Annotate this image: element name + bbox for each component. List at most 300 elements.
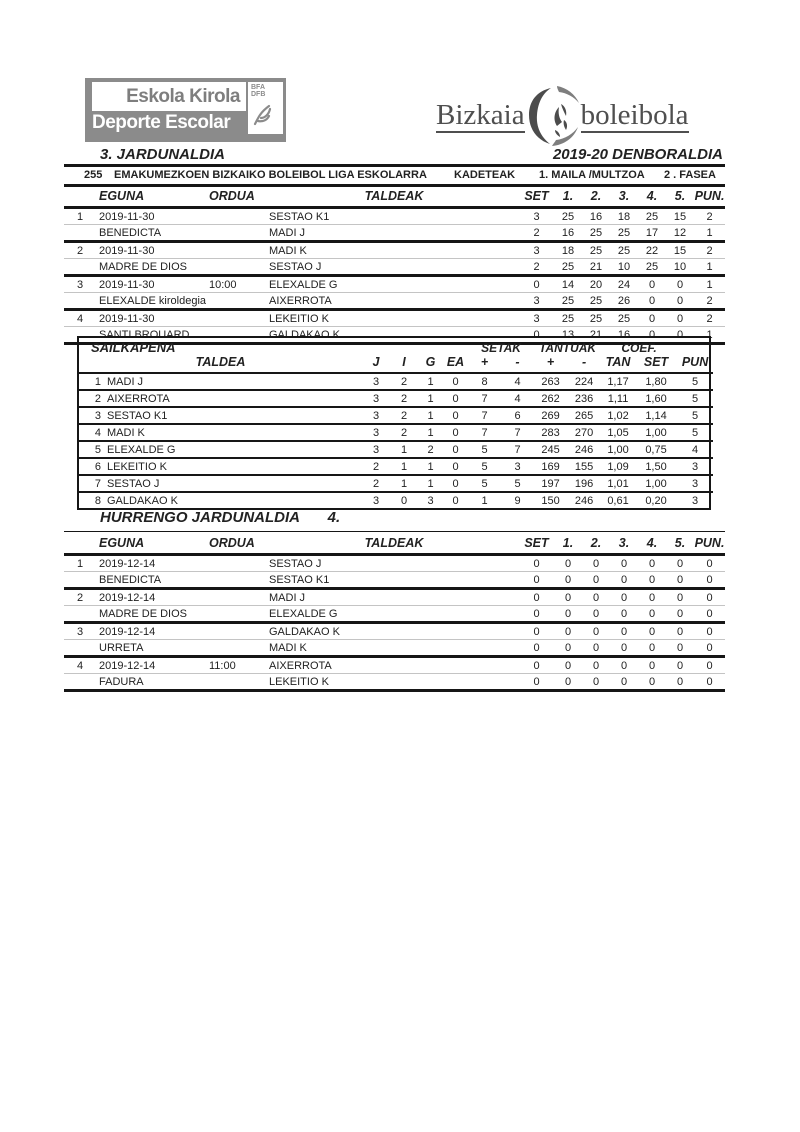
col-set2: 2. bbox=[582, 187, 610, 208]
cell-set4: 0 bbox=[638, 640, 666, 657]
cell-set2: 0 bbox=[582, 623, 610, 640]
cell-coef-tan: 1,00 bbox=[601, 441, 635, 458]
cell-set1: 16 bbox=[554, 225, 582, 242]
cell-set5: 0 bbox=[666, 572, 694, 589]
cell-set3: 0 bbox=[610, 657, 638, 674]
cell-coef-tan: 1,02 bbox=[601, 407, 635, 424]
cell-ordua bbox=[209, 589, 269, 606]
cell-points: 0 bbox=[694, 606, 725, 623]
cell-set3: 0 bbox=[610, 623, 638, 640]
fixture-row bbox=[64, 572, 725, 589]
cell-match-number bbox=[64, 606, 99, 623]
cell-team: ELEXALDE G bbox=[269, 276, 519, 293]
cell-points: 0 bbox=[694, 555, 725, 572]
cell-tantu-minus: 270 bbox=[567, 424, 601, 441]
cell-set1: 0 bbox=[554, 657, 582, 674]
cell-set2: 0 bbox=[582, 640, 610, 657]
cell-team: AIXERROTA bbox=[269, 293, 519, 310]
cell-set5: 0 bbox=[666, 606, 694, 623]
cell-team: AIXERROTA bbox=[269, 657, 519, 674]
cell-i: 1 bbox=[390, 475, 418, 492]
cell-set4: 25 bbox=[638, 208, 666, 225]
cell-set2: 21 bbox=[582, 327, 610, 344]
cell-eguna: 2019-11-30 bbox=[99, 242, 209, 259]
cell-set5: 0 bbox=[666, 623, 694, 640]
cell-set4: 0 bbox=[638, 623, 666, 640]
cell-rank: 7 bbox=[79, 475, 101, 492]
cell-eguna: ELEXALDE kiroldegia bbox=[99, 293, 209, 310]
cell-set2: 16 bbox=[582, 208, 610, 225]
group-coef: COEF. bbox=[621, 340, 657, 355]
cell-set5: 0 bbox=[666, 276, 694, 293]
cell-sets-won: 0 bbox=[519, 623, 554, 640]
cell-team: LEKEITIO K bbox=[101, 458, 362, 475]
cell-set5: 0 bbox=[666, 555, 694, 572]
eskola-kirola-label: Eskola Kirola bbox=[92, 82, 246, 111]
cell-j: 3 bbox=[372, 495, 380, 507]
col-j: J bbox=[362, 355, 390, 373]
cell-g: 1 bbox=[418, 390, 443, 407]
match-row bbox=[64, 276, 725, 293]
cell-sets-minus: 3 bbox=[501, 458, 534, 475]
cell-ea: 0 bbox=[443, 390, 468, 407]
cell-sets-won: 0 bbox=[519, 589, 554, 606]
cell-team: MADI K bbox=[269, 640, 519, 657]
cell-eguna: URRETA bbox=[99, 640, 209, 657]
cell-eguna: BENEDICTA bbox=[99, 225, 209, 242]
fixture-row bbox=[64, 623, 725, 640]
cell-tantu-plus: 197 bbox=[534, 475, 567, 492]
cell-sets-won: 0 bbox=[519, 657, 554, 674]
cell-rank: 5 bbox=[79, 441, 101, 458]
cell-tantu-plus: 263 bbox=[534, 373, 567, 390]
cell-ordua bbox=[209, 640, 269, 657]
results-header-row bbox=[64, 534, 725, 555]
cell-sets-won: 2 bbox=[519, 259, 554, 276]
col-tantu-plus: + bbox=[534, 355, 567, 373]
cell-sets-won: 3 bbox=[519, 242, 554, 259]
match-row bbox=[64, 293, 725, 310]
cell-coef-set: 1,80 bbox=[635, 373, 677, 390]
cell-points: 1 bbox=[694, 259, 725, 276]
cell-match-number: 3 bbox=[64, 276, 99, 293]
cell-points: 2 bbox=[694, 293, 725, 310]
cell-coef-set: 1,14 bbox=[635, 407, 677, 424]
cell-set4: 0 bbox=[638, 310, 666, 327]
cell-tantu-minus: 155 bbox=[567, 458, 601, 475]
cell-set1: 0 bbox=[554, 555, 582, 572]
cell-pun: 4 bbox=[677, 441, 713, 458]
cell-sets-minus: 5 bbox=[501, 475, 534, 492]
cell-sets-plus: 8 bbox=[468, 373, 501, 390]
cell-pun: 3 bbox=[691, 495, 699, 507]
cell-set3: 26 bbox=[610, 293, 638, 310]
cell-team: LEKEITIO K bbox=[269, 310, 519, 327]
cell-set4: 0 bbox=[638, 657, 666, 674]
cell-points: 0 bbox=[694, 589, 725, 606]
cell-coef-set: 1,00 bbox=[635, 475, 677, 492]
cell-set1: 0 bbox=[554, 623, 582, 640]
cell-ordua bbox=[209, 555, 269, 572]
cell-set1: 0 bbox=[554, 572, 582, 589]
cell-sets-won: 0 bbox=[519, 572, 554, 589]
col-eguna: EGUNA bbox=[99, 534, 209, 555]
match-row bbox=[64, 259, 725, 276]
cell-set2: 0 bbox=[582, 674, 610, 691]
cell-match-number bbox=[64, 640, 99, 657]
col-tantu-minus: - bbox=[567, 355, 601, 373]
cell-team: GALDAKAO K bbox=[107, 495, 178, 507]
col-sets-plus: + bbox=[468, 355, 501, 373]
cell-match-number: 3 bbox=[64, 623, 99, 640]
cell-set1: 14 bbox=[554, 276, 582, 293]
cell-set5: 0 bbox=[666, 589, 694, 606]
boleibola-wordmark: boleibola bbox=[580, 99, 689, 131]
match-row bbox=[64, 310, 725, 327]
cell-g: 1 bbox=[418, 475, 443, 492]
cell-set3: 10 bbox=[610, 259, 638, 276]
cell-set2: 21 bbox=[582, 259, 610, 276]
cell-ea: 0 bbox=[443, 441, 468, 458]
sailkapena-title: SAILKAPENA bbox=[91, 340, 176, 355]
cell-sets-won: 0 bbox=[519, 606, 554, 623]
cell-team: SESTAO K1 bbox=[269, 208, 519, 225]
cell-sets-plus: 5 bbox=[468, 458, 501, 475]
cell-i: 2 bbox=[390, 407, 418, 424]
cell-sets-won: 3 bbox=[519, 310, 554, 327]
cell-coef-tan: 1,05 bbox=[601, 424, 635, 441]
cell-ordua bbox=[209, 310, 269, 327]
cell-set1: 0 bbox=[554, 606, 582, 623]
cell-tantu-plus: 150 bbox=[541, 495, 560, 507]
cell-set2: 25 bbox=[582, 242, 610, 259]
cell-set3: 0 bbox=[610, 640, 638, 657]
cell-sets-won: 0 bbox=[519, 555, 554, 572]
cell-set1: 13 bbox=[554, 327, 582, 344]
volleyball-swirl-icon bbox=[521, 82, 587, 152]
col-set2: 2. bbox=[582, 534, 610, 555]
cell-sets-won: 3 bbox=[519, 293, 554, 310]
cell-g: 1 bbox=[418, 424, 443, 441]
cell-set3: 0 bbox=[610, 555, 638, 572]
cell-match-number: 1 bbox=[64, 208, 99, 225]
bfa-dfb-badge bbox=[248, 82, 283, 134]
cell-pun: 3 bbox=[677, 458, 713, 475]
cell-sets-plus: 5 bbox=[468, 441, 501, 458]
col-taldea: TALDEA bbox=[79, 355, 362, 373]
cell-set4: 0 bbox=[638, 327, 666, 344]
cell-i: 2 bbox=[390, 390, 418, 407]
cell-g: 3 bbox=[427, 495, 434, 507]
cell-sets-won: 0 bbox=[519, 327, 554, 344]
cell-rank: 3 bbox=[79, 407, 101, 424]
cell-eguna: MADRE DE DIOS bbox=[99, 259, 209, 276]
cell-set1: 0 bbox=[554, 589, 582, 606]
denboraldia-title: 2019-20 DENBORALDIA bbox=[552, 146, 723, 163]
league-level: 1. MAILA /MULTZOA bbox=[539, 169, 645, 181]
match-row bbox=[64, 225, 725, 242]
cell-set4: 0 bbox=[638, 674, 666, 691]
cell-match-number: 2 bbox=[64, 242, 99, 259]
cell-set2: 20 bbox=[582, 276, 610, 293]
league-name: EMAKUMEZKOEN BIZKAIKO BOLEIBOL LIGA ESKOLARRA bbox=[114, 169, 427, 181]
cell-tantu-plus: 283 bbox=[534, 424, 567, 441]
cell-ordua bbox=[209, 674, 269, 691]
cell-j: 2 bbox=[362, 475, 390, 492]
match-row bbox=[64, 208, 725, 225]
standings-row bbox=[79, 458, 713, 475]
cell-g: 1 bbox=[418, 407, 443, 424]
page-content bbox=[64, 76, 725, 1116]
cell-tantu-plus: 169 bbox=[534, 458, 567, 475]
col-i: I bbox=[390, 355, 418, 373]
cell-match-number bbox=[64, 293, 99, 310]
cell-set5: 0 bbox=[666, 327, 694, 344]
cell-team: SESTAO J bbox=[101, 475, 362, 492]
cell-i: 1 bbox=[390, 458, 418, 475]
cell-sets-won: 0 bbox=[519, 276, 554, 293]
next-round-number: 4. bbox=[327, 509, 341, 526]
standings-row bbox=[79, 424, 713, 441]
cell-set4: 25 bbox=[638, 259, 666, 276]
cell-pun: 5 bbox=[677, 390, 713, 407]
cell-coef-tan: 1,09 bbox=[601, 458, 635, 475]
cell-set4: 0 bbox=[638, 572, 666, 589]
cell-eguna: BENEDICTA bbox=[99, 572, 209, 589]
standings-row bbox=[79, 475, 713, 492]
cell-points: 1 bbox=[694, 327, 725, 344]
cell-team: MADI J bbox=[269, 589, 519, 606]
col-pun: PUN bbox=[677, 355, 713, 373]
col-set4: 4. bbox=[638, 534, 666, 555]
cell-team: LEKEITIO K bbox=[269, 674, 519, 691]
cell-ea: 0 bbox=[443, 407, 468, 424]
col-pun: PUN. bbox=[694, 187, 725, 208]
cell-set5: 0 bbox=[666, 657, 694, 674]
cell-set3: 18 bbox=[610, 208, 638, 225]
cell-set2: 0 bbox=[582, 555, 610, 572]
cell-pun: 5 bbox=[677, 373, 713, 390]
cell-sets-minus: 7 bbox=[501, 424, 534, 441]
standings-row bbox=[79, 492, 713, 508]
cell-i: 1 bbox=[390, 441, 418, 458]
cell-sets-minus: 4 bbox=[501, 390, 534, 407]
cell-j: 3 bbox=[362, 373, 390, 390]
cell-set3: 25 bbox=[610, 225, 638, 242]
cell-coef-tan: 1,01 bbox=[601, 475, 635, 492]
cell-set4: 0 bbox=[638, 276, 666, 293]
col-sets-minus: - bbox=[501, 355, 534, 373]
cell-eguna: MADRE DE DIOS bbox=[99, 606, 209, 623]
col-coef-set: SET bbox=[635, 355, 677, 373]
match-row bbox=[64, 242, 725, 259]
cell-ordua bbox=[209, 259, 269, 276]
badge-dfb: DFB bbox=[251, 91, 266, 98]
cell-match-number: 1 bbox=[64, 555, 99, 572]
col-taldeak: TALDEAK bbox=[269, 187, 519, 208]
cell-ordua bbox=[209, 225, 269, 242]
cell-set2: 0 bbox=[582, 589, 610, 606]
fixture-row bbox=[64, 589, 725, 606]
col-coef-tan: TAN bbox=[601, 355, 635, 373]
cell-coef-set: 1,50 bbox=[635, 458, 677, 475]
cell-set5: 15 bbox=[666, 208, 694, 225]
cell-set3: 0 bbox=[610, 572, 638, 589]
cell-set4: 0 bbox=[638, 589, 666, 606]
cell-ordua: 10:00 bbox=[209, 276, 269, 293]
cell-ea: 0 bbox=[443, 424, 468, 441]
col-pun: PUN. bbox=[694, 534, 725, 555]
cell-set5: 15 bbox=[666, 242, 694, 259]
cell-coef-set: 0,75 bbox=[635, 441, 677, 458]
cell-set1: 25 bbox=[554, 310, 582, 327]
fixture-row bbox=[64, 555, 725, 572]
cell-ordua bbox=[209, 572, 269, 589]
cell-sets-minus: 4 bbox=[501, 373, 534, 390]
cell-match-number bbox=[64, 259, 99, 276]
cell-match-number: 4 bbox=[64, 657, 99, 674]
cell-points: 0 bbox=[694, 623, 725, 640]
cell-set4: 22 bbox=[638, 242, 666, 259]
cell-eguna: FADURA bbox=[99, 674, 209, 691]
cell-set5: 0 bbox=[666, 674, 694, 691]
group-spacer bbox=[677, 338, 713, 355]
cell-coef-tan: 0,61 bbox=[607, 495, 629, 507]
bizkaia-wordmark: Bizkaia bbox=[436, 99, 525, 131]
cell-team: MADI J bbox=[101, 373, 362, 390]
cell-i: 2 bbox=[390, 373, 418, 390]
cell-points: 2 bbox=[694, 310, 725, 327]
cell-set3: 16 bbox=[610, 327, 638, 344]
cell-ordua bbox=[209, 293, 269, 310]
cell-j: 3 bbox=[362, 407, 390, 424]
cell-set3: 25 bbox=[610, 310, 638, 327]
cell-g: 1 bbox=[418, 373, 443, 390]
cell-coef-tan: 1,11 bbox=[601, 390, 635, 407]
cell-eguna: 2019-12-14 bbox=[99, 589, 209, 606]
col-blank bbox=[64, 187, 99, 208]
cell-team: MADI J bbox=[269, 225, 519, 242]
cell-tantu-minus: 196 bbox=[567, 475, 601, 492]
cell-set1: 18 bbox=[554, 242, 582, 259]
cell-points: 0 bbox=[694, 657, 725, 674]
standings-row bbox=[79, 407, 713, 424]
eskola-kirola-logo bbox=[85, 78, 286, 142]
cell-set4: 0 bbox=[638, 606, 666, 623]
cell-sets-won: 2 bbox=[519, 225, 554, 242]
section-titles bbox=[64, 146, 725, 163]
cell-pun: 3 bbox=[677, 475, 713, 492]
standings-group-header bbox=[79, 338, 713, 355]
cell-sets-plus: 7 bbox=[468, 407, 501, 424]
cell-coef-set: 0,20 bbox=[645, 495, 667, 507]
cell-set2: 25 bbox=[582, 225, 610, 242]
cell-i: 2 bbox=[390, 424, 418, 441]
cell-rank: 8 bbox=[94, 495, 101, 507]
cell-ea: 0 bbox=[452, 495, 459, 507]
cell-rank: 4 bbox=[79, 424, 101, 441]
cell-team: SESTAO J bbox=[269, 555, 519, 572]
cell-ea: 0 bbox=[443, 475, 468, 492]
cell-points: 2 bbox=[694, 208, 725, 225]
cell-j: 3 bbox=[362, 424, 390, 441]
cell-set4: 17 bbox=[638, 225, 666, 242]
cell-pun: 5 bbox=[677, 424, 713, 441]
col-g: G bbox=[418, 355, 443, 373]
cell-rank: 2 bbox=[79, 390, 101, 407]
cell-ea: 0 bbox=[443, 458, 468, 475]
col-eguna: EGUNA bbox=[99, 187, 209, 208]
cell-sets-plus: 1 bbox=[481, 495, 488, 507]
cell-team: MADI K bbox=[269, 242, 519, 259]
col-set1: 1. bbox=[554, 187, 582, 208]
cell-set2: 25 bbox=[582, 310, 610, 327]
cell-eguna: SANTI BROUARD bbox=[99, 327, 209, 344]
cell-sets-won: 3 bbox=[519, 208, 554, 225]
cell-set3: 25 bbox=[610, 242, 638, 259]
cell-sets-won: 0 bbox=[519, 640, 554, 657]
league-category: KADETEAK bbox=[454, 169, 516, 181]
col-ordua: ORDUA bbox=[209, 534, 269, 555]
col-set1: 1. bbox=[554, 534, 582, 555]
fixture-row bbox=[64, 640, 725, 657]
round3-results-table bbox=[64, 187, 725, 345]
cell-team: MADI K bbox=[101, 424, 362, 441]
col-set: SET bbox=[519, 534, 554, 555]
col-set: SET bbox=[519, 187, 554, 208]
cell-team: ELEXALDE G bbox=[269, 606, 519, 623]
cell-team: GALDAKAO K bbox=[269, 623, 519, 640]
deporte-escolar-label: Deporte Escolar bbox=[92, 112, 231, 133]
cell-j: 2 bbox=[362, 458, 390, 475]
cell-tantu-minus: 246 bbox=[574, 495, 594, 507]
cell-sets-minus: 6 bbox=[501, 407, 534, 424]
cell-team: AIXERROTA bbox=[101, 390, 362, 407]
cell-match-number: 4 bbox=[64, 310, 99, 327]
cell-ea: 0 bbox=[443, 373, 468, 390]
cell-points: 0 bbox=[694, 572, 725, 589]
cell-tantu-plus: 269 bbox=[534, 407, 567, 424]
cell-match-number bbox=[64, 674, 99, 691]
cell-set1: 0 bbox=[554, 674, 582, 691]
cell-team: SESTAO J bbox=[269, 259, 519, 276]
cell-coef-set: 1,60 bbox=[635, 390, 677, 407]
fixture-row bbox=[64, 674, 725, 691]
cell-g: 2 bbox=[418, 441, 443, 458]
cell-tantu-minus: 224 bbox=[567, 373, 601, 390]
cell-set3: 0 bbox=[610, 674, 638, 691]
cell-tantu-minus: 246 bbox=[567, 441, 601, 458]
cell-set1: 25 bbox=[554, 259, 582, 276]
cell-points: 1 bbox=[694, 225, 725, 242]
standings-column-header bbox=[79, 355, 713, 373]
col-set3: 3. bbox=[610, 534, 638, 555]
cell-eguna: 2019-12-14 bbox=[99, 657, 209, 674]
cell-ordua bbox=[209, 242, 269, 259]
cell-match-number bbox=[64, 225, 99, 242]
col-set5: 5. bbox=[666, 534, 694, 555]
cell-set2: 0 bbox=[582, 657, 610, 674]
cell-eguna: 2019-11-30 bbox=[99, 276, 209, 293]
cell-coef-tan: 1,17 bbox=[601, 373, 635, 390]
cell-set1: 0 bbox=[554, 640, 582, 657]
cell-points: 1 bbox=[694, 276, 725, 293]
cell-team: ELEXALDE G bbox=[101, 441, 362, 458]
col-blank bbox=[64, 534, 99, 555]
cell-set5: 10 bbox=[666, 259, 694, 276]
cell-set2: 0 bbox=[582, 572, 610, 589]
cell-j: 3 bbox=[362, 441, 390, 458]
